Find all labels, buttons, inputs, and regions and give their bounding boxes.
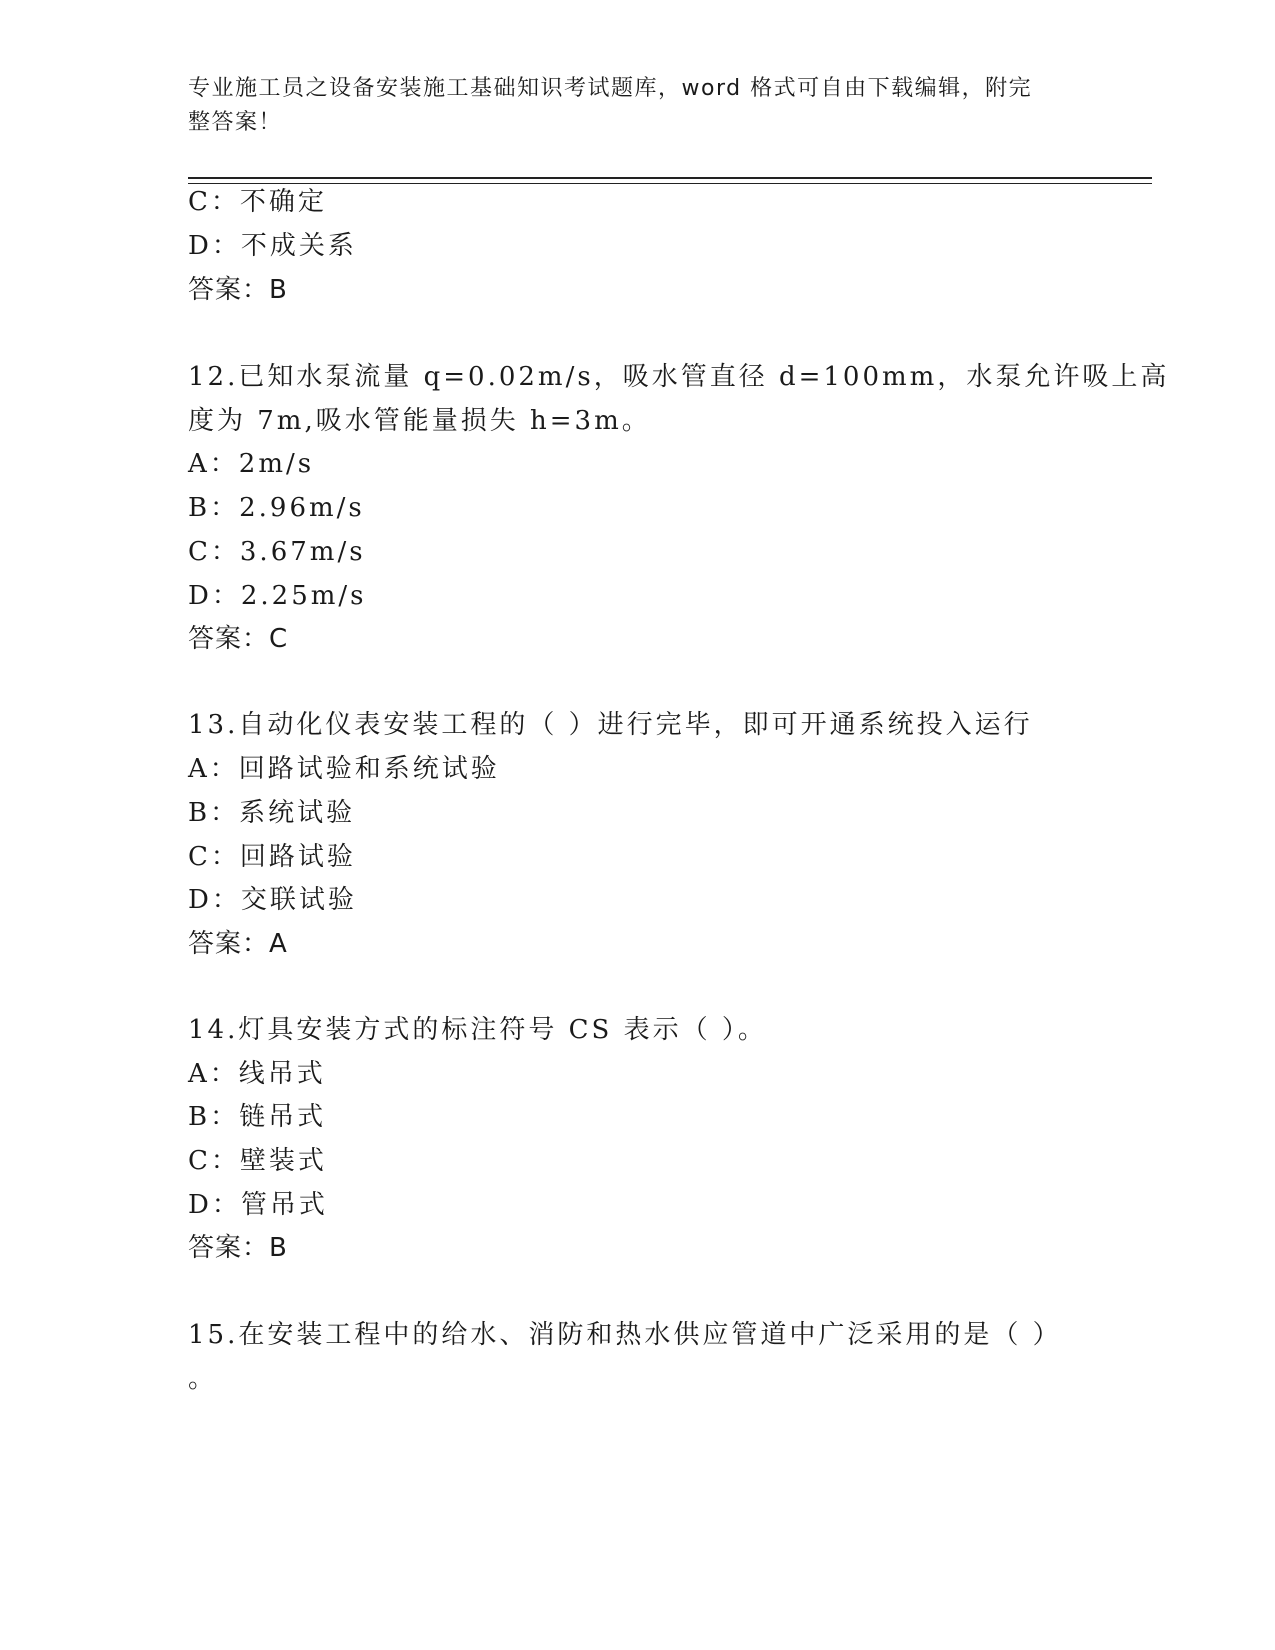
- question-15-stem-line-2: 。: [188, 1364, 218, 1394]
- header-divider-thin: [188, 183, 1152, 184]
- header-note: [188, 72, 1068, 140]
- question-13-answer: 答案：A: [188, 929, 288, 959]
- question-14-stem: 14.灯具安装方式的标注符号 CS 表示（ ）。: [188, 1015, 767, 1045]
- question-14-answer: 答案：B: [188, 1233, 288, 1263]
- option-d: D：不成关系: [188, 231, 357, 261]
- question-14-option-c: C：壁装式: [188, 1146, 327, 1176]
- question-12-option-b: B：2.96m/s: [188, 493, 365, 523]
- question-13-option-a: A：回路试验和系统试验: [188, 754, 500, 784]
- option-c: C：不确定: [188, 187, 327, 217]
- question-13-option-b: B：系统试验: [188, 798, 356, 828]
- question-13-stem: 13.自动化仪表安装工程的（ ）进行完毕，即可开通系统投入运行: [188, 710, 1033, 740]
- question-12-option-a: A：2m/s: [188, 449, 315, 479]
- answer-line: 答案：B: [188, 275, 288, 305]
- question-15-stem-line-1: 15.在安装工程中的给水、消防和热水供应管道中广泛采用的是（ ）: [188, 1320, 1062, 1350]
- question-14-option-d: D：管吊式: [188, 1190, 328, 1220]
- question-12-stem-line-2: 度为 7m,吸水管能量损失 h=3m。: [188, 406, 651, 436]
- question-12-answer: 答案：C: [188, 624, 289, 654]
- question-13-option-d: D：交联试验: [188, 885, 357, 915]
- question-12-stem-line-1: 12.已知水泵流量 q=0.02m/s，吸水管直径 d=100mm，水泵允许吸上高: [188, 362, 1170, 392]
- question-13-option-c: C：回路试验: [188, 842, 356, 872]
- question-12-option-d: D：2.25m/s: [188, 581, 367, 611]
- question-12-option-c: C：3.67m/s: [188, 537, 366, 567]
- header-note-line-1: 专业施工员之设备安装施工基础知识考试题库，word 格式可自由下载编辑，附完: [188, 76, 1033, 101]
- header-divider-thick: [188, 177, 1152, 179]
- question-14-option-a: A：线吊式: [188, 1059, 326, 1089]
- question-14-option-b: B：链吊式: [188, 1102, 327, 1132]
- header-note-line-2: 整答案！: [188, 110, 283, 135]
